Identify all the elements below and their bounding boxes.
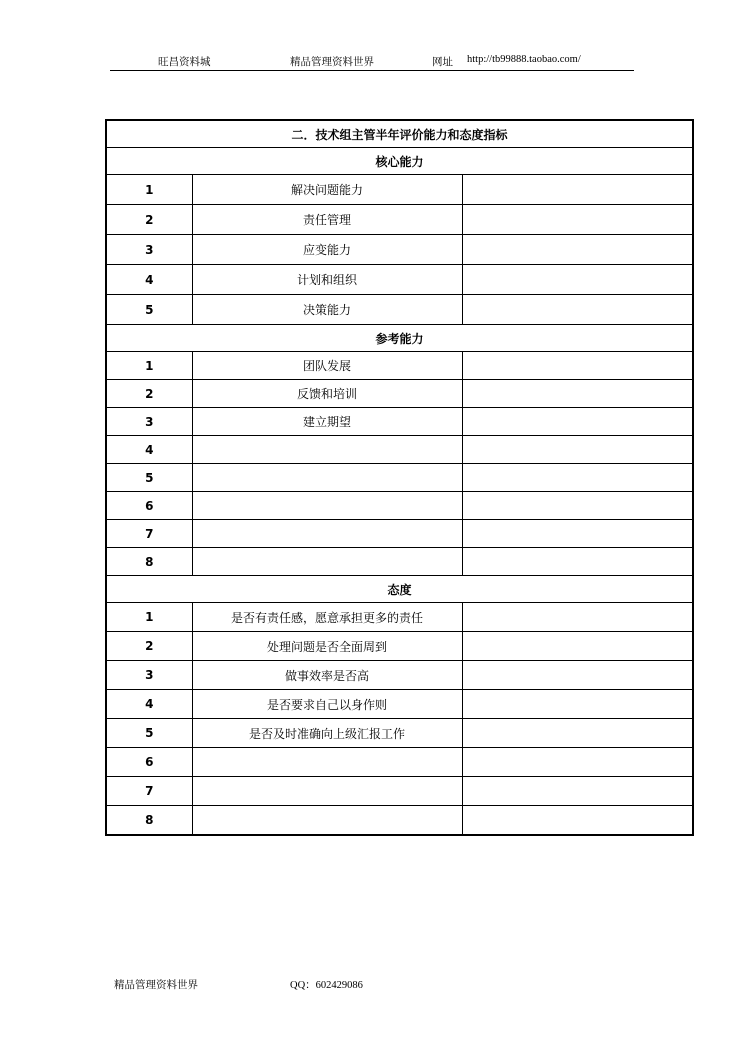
row-number: 7 [106, 777, 192, 806]
row-score-cell[interactable] [462, 632, 693, 661]
row-item[interactable] [192, 748, 462, 777]
row-score-cell[interactable] [462, 777, 693, 806]
row-item: 是否有责任感，愿意承担更多的责任 [192, 603, 462, 632]
table-row [106, 603, 693, 632]
row-score-cell[interactable] [462, 719, 693, 748]
row-item: 应变能力 [192, 235, 462, 265]
row-score-cell[interactable] [462, 492, 693, 520]
section-heading-attitude: 态度 [106, 576, 693, 603]
table-row [106, 464, 693, 492]
row-score-cell[interactable] [462, 520, 693, 548]
row-score-cell[interactable] [462, 352, 693, 380]
row-number: 3 [106, 235, 192, 265]
row-item: 反馈和培训 [192, 380, 462, 408]
table-row [106, 690, 693, 719]
row-item[interactable] [192, 548, 462, 576]
table-row [106, 265, 693, 295]
footer-site-name: 精品管理资料世界 [114, 979, 198, 991]
row-number: 3 [106, 408, 192, 436]
section-heading-reference: 参考能力 [106, 325, 693, 352]
row-number: 1 [106, 175, 192, 205]
row-score-cell[interactable] [462, 548, 693, 576]
table-row [106, 436, 693, 464]
row-item: 解决问题能力 [192, 175, 462, 205]
row-number: 5 [106, 719, 192, 748]
row-number: 1 [106, 352, 192, 380]
header-site-name: 旺昌资料城 [158, 56, 211, 68]
row-score-cell[interactable] [462, 380, 693, 408]
row-item[interactable] [192, 520, 462, 548]
table-row [106, 352, 693, 380]
table-row [106, 408, 693, 436]
table-row [106, 777, 693, 806]
table-row [106, 380, 693, 408]
table-row [106, 806, 693, 836]
table-row [106, 548, 693, 576]
row-score-cell[interactable] [462, 175, 693, 205]
table-row [106, 520, 693, 548]
row-item: 决策能力 [192, 295, 462, 325]
row-score-cell[interactable] [462, 205, 693, 235]
row-number: 4 [106, 265, 192, 295]
footer-qq: QQ：602429086 [290, 980, 363, 991]
table-title: 二．技术组主管半年评价能力和态度指标 [106, 120, 693, 148]
header-url: http://tb99888.taobao.com/ [467, 54, 581, 65]
table-row [106, 632, 693, 661]
table-row [106, 175, 693, 205]
row-item: 建立期望 [192, 408, 462, 436]
row-item[interactable] [192, 806, 462, 836]
section-heading-core: 核心能力 [106, 148, 693, 175]
row-score-cell[interactable] [462, 265, 693, 295]
row-number: 2 [106, 380, 192, 408]
row-item: 团队发展 [192, 352, 462, 380]
header-url-label: 网址 [432, 56, 453, 68]
row-score-cell[interactable] [462, 436, 693, 464]
row-number: 8 [106, 548, 192, 576]
row-score-cell[interactable] [462, 806, 693, 836]
page-header [110, 52, 634, 71]
row-item: 责任管理 [192, 205, 462, 235]
row-item: 计划和组织 [192, 265, 462, 295]
row-number: 3 [106, 661, 192, 690]
row-number: 2 [106, 632, 192, 661]
evaluation-table [105, 119, 694, 836]
table-row [106, 492, 693, 520]
row-item[interactable] [192, 436, 462, 464]
table-row [106, 748, 693, 777]
row-number: 4 [106, 436, 192, 464]
table-row [106, 235, 693, 265]
row-score-cell[interactable] [462, 295, 693, 325]
header-subtitle: 精品管理资料世界 [290, 56, 374, 68]
row-item: 做事效率是否高 [192, 661, 462, 690]
row-score-cell[interactable] [462, 235, 693, 265]
row-score-cell[interactable] [462, 661, 693, 690]
row-item[interactable] [192, 464, 462, 492]
row-number: 7 [106, 520, 192, 548]
row-number: 5 [106, 464, 192, 492]
row-score-cell[interactable] [462, 603, 693, 632]
row-score-cell[interactable] [462, 748, 693, 777]
table-row [106, 661, 693, 690]
table-row [106, 295, 693, 325]
row-item[interactable] [192, 777, 462, 806]
row-number: 4 [106, 690, 192, 719]
table-row [106, 719, 693, 748]
table-row [106, 205, 693, 235]
row-item: 是否及时准确向上级汇报工作 [192, 719, 462, 748]
row-number: 2 [106, 205, 192, 235]
row-score-cell[interactable] [462, 464, 693, 492]
row-number: 6 [106, 492, 192, 520]
row-item: 是否要求自己以身作则 [192, 690, 462, 719]
row-number: 5 [106, 295, 192, 325]
row-number: 1 [106, 603, 192, 632]
row-item: 处理问题是否全面周到 [192, 632, 462, 661]
row-number: 6 [106, 748, 192, 777]
row-score-cell[interactable] [462, 690, 693, 719]
row-score-cell[interactable] [462, 408, 693, 436]
row-item[interactable] [192, 492, 462, 520]
row-number: 8 [106, 806, 192, 836]
